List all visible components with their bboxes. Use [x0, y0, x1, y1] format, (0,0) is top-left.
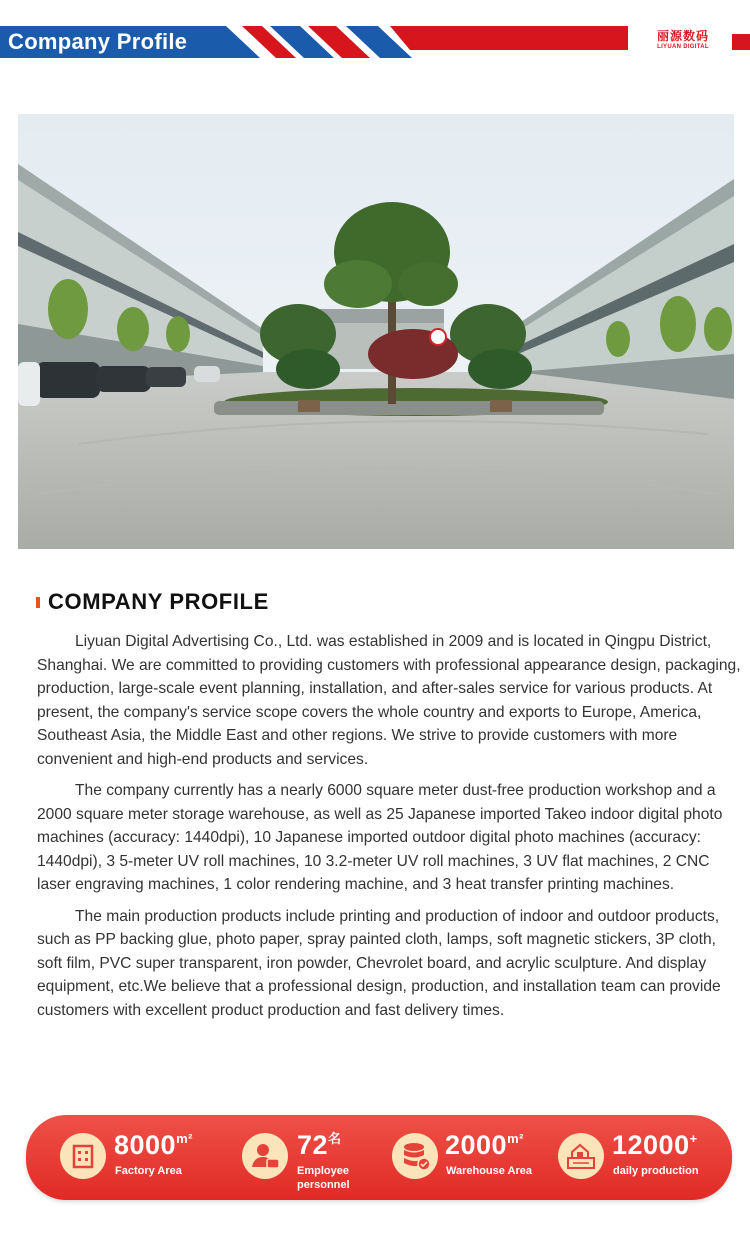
logo-chinese-text: 丽源数码: [656, 29, 709, 43]
header-banner: [0, 26, 750, 58]
stat-value: $8000^{m^2}$: [114, 1130, 193, 1160]
brand-logo: [652, 30, 714, 56]
section-accent-bar: [36, 597, 40, 608]
paragraph-intro: Liyuan Digital Advertising Co., Ltd. was established in 2009 and is located in Qingpu District, Shanghai. We are committed to providing customers with professional appearance design, packaging, production, large-scale event planning, installation, and after-sales service for various products. At present, the company's service scope covers the whole country and exports to Europe, America, Southeast Asia, the Middle East and other regions. We strive to provide customers with more convenient and high-end products and services.: [37, 633, 741, 768]
section-title: COMPANY PROFILE: [48, 589, 269, 614]
stat-label: daily production: [613, 1165, 699, 1177]
factory-icon: [60, 1133, 106, 1179]
logo-english-text: LIYUAN DIGITAL: [657, 44, 709, 50]
stat-value: $72^名$: [297, 1130, 342, 1160]
stat-label: Warehouse Area: [446, 1165, 532, 1177]
factory-campus-photo: [18, 114, 734, 549]
stats-banner: [26, 1115, 732, 1200]
header-title: Company Profile: [8, 29, 188, 54]
paragraph-facilities: The company currently has a nearly 6000 square meter dust-free production workshop and a 2000 square meter storage warehouse, as well as 25 Japanese imported Takeo indoor digital photo machines (accuracy: 1440dpi), 10 Japanese imported outdoor digital photo machines (accuracy: 1440dpi), 3 5-meter UV roll machines, 10 3.2-meter UV roll machines, 3 UV flat machines, 2 CNC laser engraving machines, 1 color rendering machine, and 3 heat transfer printing machines.: [37, 782, 723, 893]
stat-label: Factory Area: [115, 1165, 182, 1177]
employee-icon: [242, 1133, 288, 1179]
production-icon: [558, 1133, 604, 1179]
paragraph-products: The main production products include printing and production of indoor and outdoor products, such as PP backing glue, photo paper, spray painted cloth, lamps, soft magnetic stickers, 3P cloth, soft film, PVC super transparent, iron powder, Chevrolet board, and acrylic sculpture. And display equipment, etc.We believe that a professional design, production, and installation team can provide customers with excellent product production and fast delivery times.: [37, 907, 721, 1019]
warehouse-icon: [392, 1133, 438, 1179]
stat-value: $2000^{m^2}$: [445, 1130, 524, 1160]
stat-label: Employee personnel: [297, 1165, 350, 1191]
stat-value: 12000+: [612, 1130, 698, 1160]
company-description: [37, 630, 743, 1030]
